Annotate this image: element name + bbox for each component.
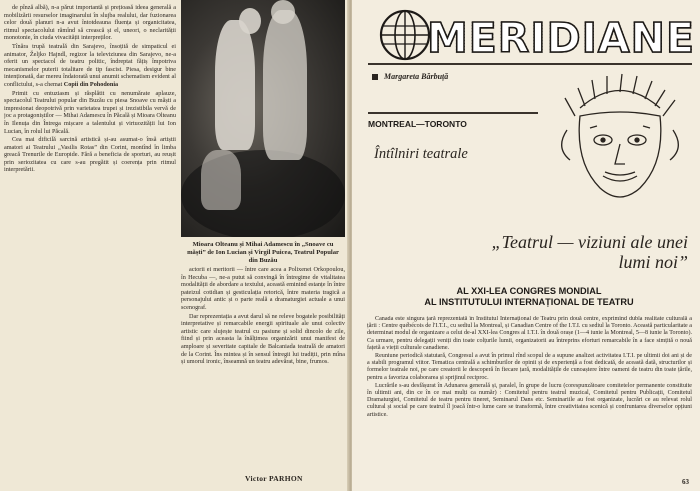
cities-rule (368, 112, 538, 114)
left-column-1 (4, 4, 176, 488)
section-masthead (377, 8, 697, 62)
masthead-rule (368, 63, 692, 65)
performance-photo (181, 0, 345, 237)
left-column-2 (181, 266, 345, 472)
paragraph: actorii ei meritorii — între care acea a Polixenei Orkopoulou, în Hecuba —, ne-a putut să convingă în întregime de vitalitatea modalității de abordare a textului, această eminind estanțe în între pateizul cotidian și gesticulația retorică, între materia tragică a personajului antic și o parte reală a dramaturgiei actuale a unui scenograf. (181, 266, 345, 311)
section-kicker: Întîlniri teatrale (374, 146, 468, 162)
paragraph: Tînăra trupă teatrală din Sarajevo, însoțită de simpaticul ei animator, Željko Hajndl, regizor la televiziunea din Sarajevo, ne-a oferit un spectacol de teatru politic, îndreptat fățiș împotriva mecanismelor puterii totalitare de tip fascist. Piesa, desigur bine intenționată, dar mereu îndatorată unui anumit schematism evident al conflictului, s-a chemat Copii din Pohodonia (4, 42, 176, 88)
byline: Margareta Bărbuță (384, 72, 449, 81)
bullet-square (372, 74, 378, 80)
mask-illustration (545, 68, 695, 213)
right-body (367, 316, 692, 476)
play-title: Copii din Pohodonia (63, 80, 119, 88)
masthead-title: MERIDIANE (427, 14, 695, 62)
congress-title-line-2: AL INSTITUTULUI INTERNAȚIONAL DE TEATRU (424, 297, 634, 307)
paragraph: de pînză albă), n-a părut importantă și prețioasă ideea generală a mobilizării resurselor imaginarului în slujba realului, dar fuzionarea celor două planuri n-a avut întotdeauna fluența și organicitatea, ritmul spectacolului rămînd să crească și el, uneori, o neclarității monotonie, în ciuda vivacității interpreților. (4, 4, 176, 42)
page-number: 63 (682, 478, 689, 486)
congress-title-line-1: AL XXI-LEA CONGRES MONDIAL (456, 286, 602, 296)
paragraph: Lucrările s-au desfășurat în Adunarea generală și, paralel, în grupe de lucru (corespunzătoare comitetelor permanente constituite în ultimii ani, din ce în ce mai mulți ca număr) : Comitetul pentru teatrul muzical, Comitetul pentru Publicații, Comitetul Dramaturgiei, Comitetul de teatru pentru tineret, Seminarul Dans etc. Seminariile au fost organizate, lucrări ce au relevat rolul cultural și social pe care teatrul îl joacă într-o lume care se transformă, între creativitatea scenică și confruntarea diverselor opțiuni artistice. (367, 382, 692, 418)
article-author: Victor PARHON (245, 474, 303, 483)
paragraph: Reuniune periodică statutară, Congresul a avut în primul rînd scopul de a supune analizei activitatea I.T.I. pe ultimii doi ani și de a stabili programul viitor. Tematica centrală a schimburilor de opinii și de experiență a fost dedicată, de această dată, structurilor și formelor teatrale noi, pe care creatorii le descoperă în fiecare țară, modalitățile de cunoaștere între oameni de teatru din toate țările, pentru a favoriza colaborarea și sprijinul reciproc. (367, 353, 692, 381)
paragraph: Primit cu entuziasm și răsplătit cu nenumărate aplauze, spectacolul Teatrului popular din Buzău cu piesa Snoave cu măști a impresionat deopotrivă prin varietatea trupei și irezistibila vervă de joc a protagoniștilor — Mihai Adamescu în Păcală și Mioara Olteanu în Ilenuța din Întrega mișcare a talentului și virtuozității lui Ion Lucian, în rolul lui Păcală. (4, 89, 176, 135)
article-headline: „Teatrul — viziuni ale unei lumi noi” (491, 232, 688, 272)
paragraph: Canada este singura țară reprezentată în Institutul Internațional de Teatru prin două centre, exprimînd dubla realitate culturală a țării : Centre québécois de l'I.T.I., cu sediul la Montreal, și Canadian Centre of the I.T.I. cu sediul la Toronto. Această particularitate a determinat modul de organizare a celui de-al XXI-lea Congres al I.T.I. în două orașe (1—4 iunie la Montreal, 5—8 iunie la Toronto). Ca urmare, pentru delegații veniți din toate colțurile lumii, organizatorii au întreprins eforturi remarcabile în a face simțită o nouă fațetă a vieții culturale canadiene. (367, 316, 692, 351)
cities-label: MONTREAL—TORONTO (368, 119, 467, 129)
congress-title (372, 286, 686, 308)
paragraph: Cea mai dificilă sarcină artistică și-au asumat-o însă artiștii amatori ai Teatrului „Vasilis Rotas” din Corint, montînd în limba greacă Trenurile de Europide. Fără a beneficia de sporturi, au reușit prin seriozitatea cu care s-au pregătit și coerența prin ritmul interpretării. (4, 136, 176, 174)
paragraph: Dar reprezentația a avut darul să ne releve bogatele posibilități interpretative și remarcabile energii spirituale ale unui colectiv artistic care slujește teatrul cu pasiune și solid dincolo de zile, fiind și prin aceasta la înălțimea organizării unui manifest de amploare și severitate capitale de Balcaniada teatrală de amatori de la Corint. Îns mintea și în sensul întregii lui tradiții, prin mîna și umorul ironic, înseamnă un teatru adevărat, bine, frumos. (181, 312, 345, 366)
photo-caption: Mioara Olteanu și Mihai Adamescu în „Snoave cu măști” de Ion Lucian și Virgil Puicea, Teatrul Popular din Buzău (187, 241, 339, 264)
globe-icon (377, 8, 433, 62)
